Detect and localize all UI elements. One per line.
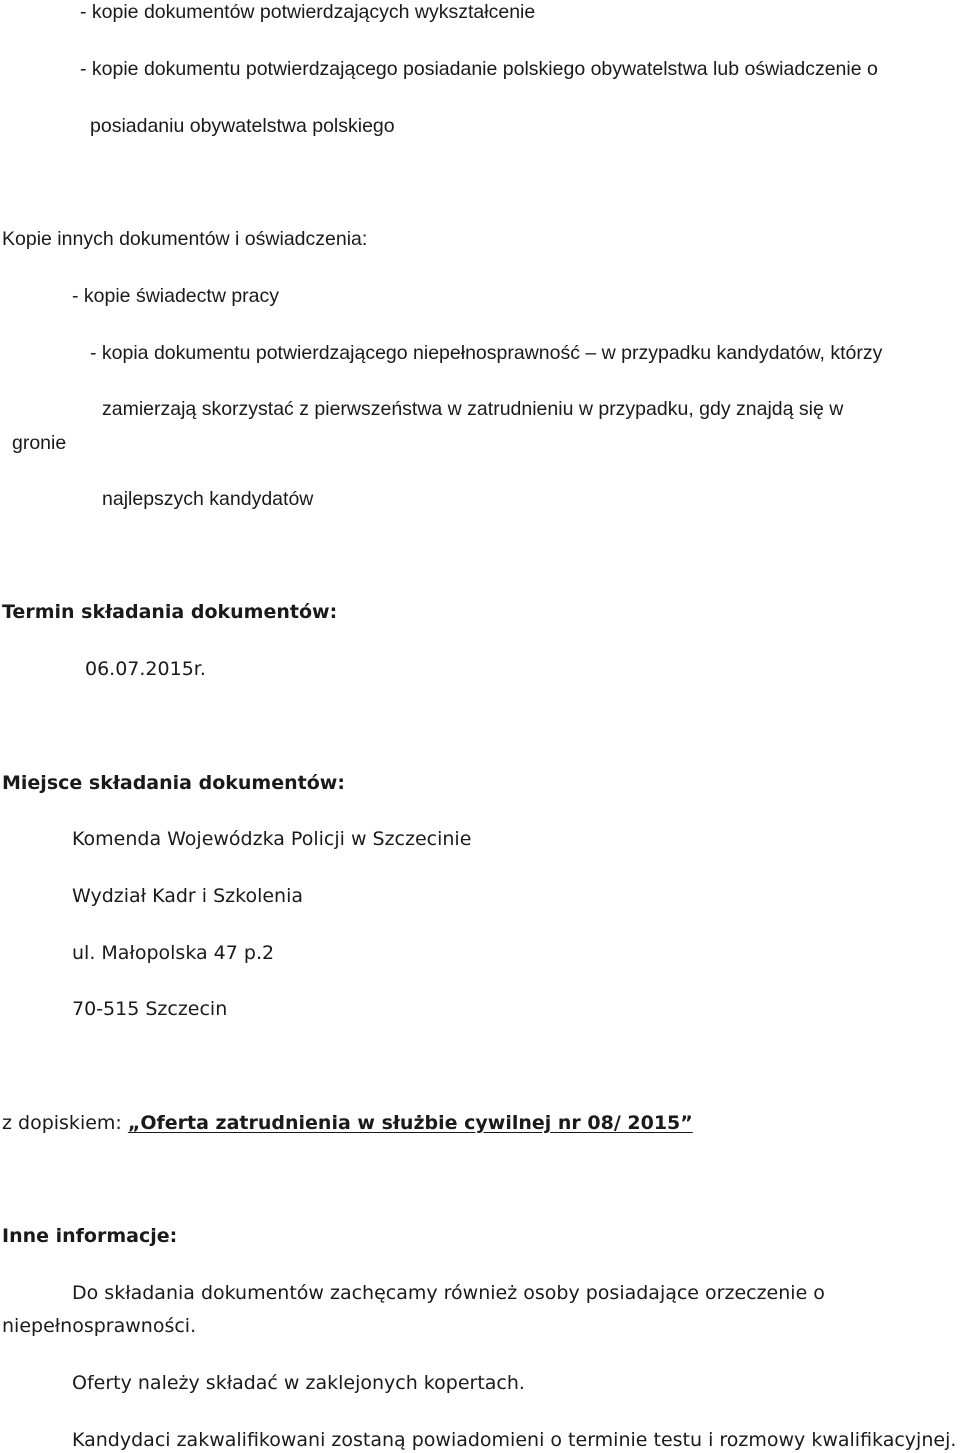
citizenship-docs-item-line1: - kopie dokumentu potwierdzającego posiadanie polskiego obywatelstwa lub oświadczenie o [80,58,878,80]
place-street: ul. Małopolska 47 p.2 [72,942,275,964]
other-info-para1-line2: niepełnosprawności. [2,1315,197,1337]
education-docs-item: - kopie dokumentów potwierdzających wykształcenie [80,1,536,23]
other-info-heading: Inne informacje: [2,1225,178,1247]
other-info-para2: Oferty należy składać w zaklejonych kopertach. [72,1372,525,1394]
other-docs-heading: Kopie innych dokumentów i oświadczenia: [2,228,368,250]
work-certificates-item: - kopie świadectw pracy [72,285,279,307]
annotation-prefix: z dopiskiem: [2,1112,128,1134]
citizenship-docs-item-line2: posiadaniu obywatelstwa polskiego [90,115,395,137]
disability-doc-item-line3: najlepszych kandydatów [102,488,314,510]
annotation-line [2,1114,693,1133]
disability-doc-word-gronie: gronie [12,432,67,454]
annotation-offer-title: „Oferta zatrudnienia w służbie cywilnej nr 08/ 2015” [127,1112,693,1134]
deadline-date: 06.07.2015r. [85,658,206,680]
place-heading: Miejsce składania dokumentów: [2,772,345,794]
place-department: Wydział Kadr i Szkolenia [72,885,304,907]
other-info-para1-line1: Do składania dokumentów zachęcamy również osoby posiadające orzeczenie o [72,1282,825,1304]
deadline-heading: Termin składania dokumentów: [2,601,338,623]
place-postal-city: 70-515 Szczecin [72,998,228,1020]
other-info-para3: Kandydaci zakwalifikowani zostaną powiadomieni o terminie testu i rozmowy kwalifikacyjnej. [72,1429,957,1451]
disability-doc-item-line2: zamierzają skorzystać z pierwszeństwa w zatrudnieniu w przypadku, gdy znajdą się w [102,398,844,420]
place-institution: Komenda Wojewódzka Policji w Szczecinie [72,828,472,850]
disability-doc-item-line1: - kopia dokumentu potwierdzającego niepełnosprawność – w przypadku kandydatów, którzy [90,342,883,364]
